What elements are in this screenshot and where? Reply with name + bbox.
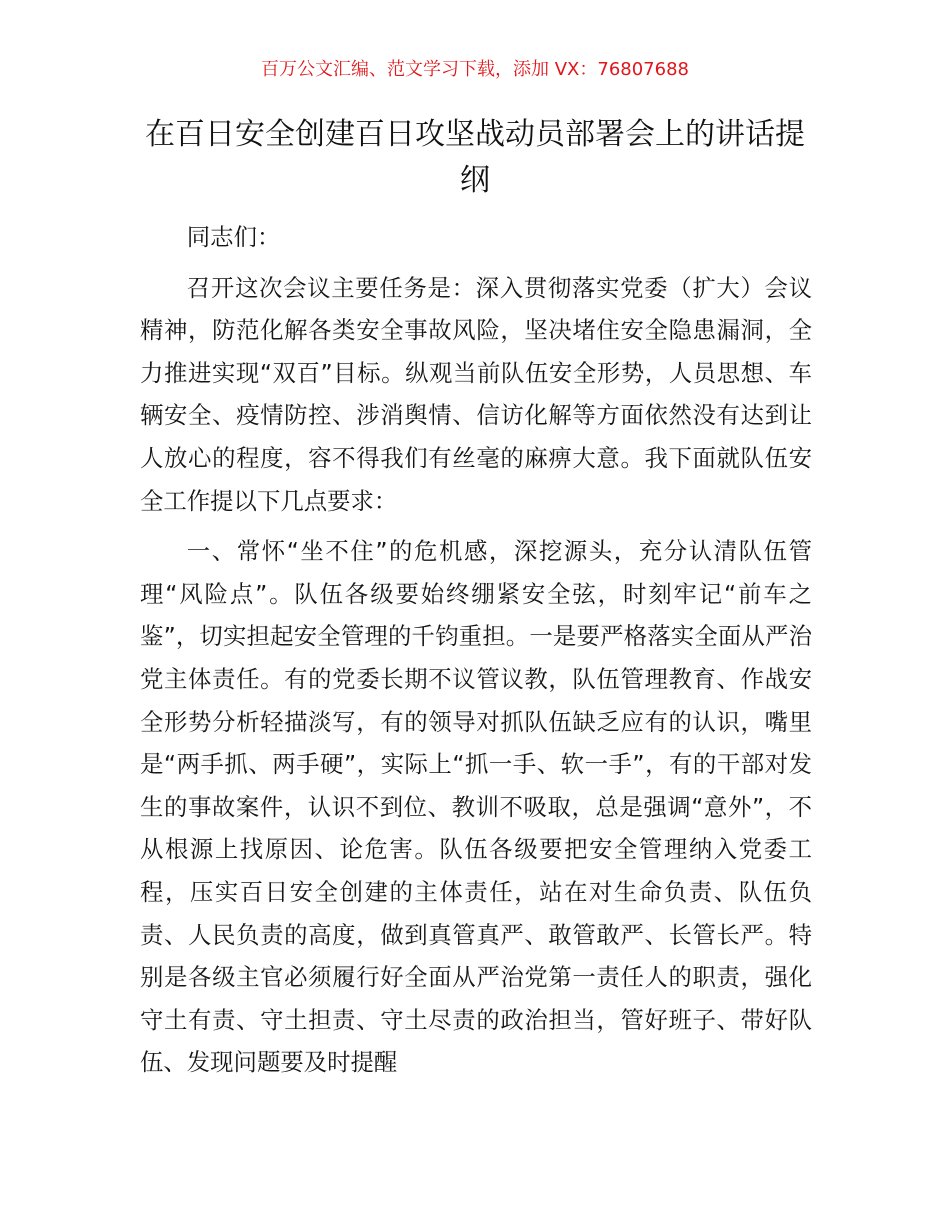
salutation: 同志们： [186, 223, 281, 251]
watermark-header: 百万公文汇编、范文学习下载，添加 VX：76807688 [261, 59, 689, 80]
document-body [140, 216, 812, 1084]
document-title: 在百日安全创建百日攻坚战动员部署会上的讲话提纲 [145, 117, 805, 198]
paragraph-intro: 召开这次会议主要任务是：深入贯彻落实党委（扩大）会议精神，防范化解各类安全事故风险，坚决堵住安全隐患漏洞，全力推进实现“双百”目标。纵观当前队伍安全形势，人员思想、车辆安全、疫情防控、涉消舆情、信访化解等方面依然没有达到让人放心的程度，容不得我们有丝毫的麻痹大意。我下面就队伍安全工作提以下几点要求： [140, 273, 812, 515]
paragraph-section-one: 一、常怀“坐不住”的危机感，深挖源头，充分认清队伍管理“风险点”。队伍各级要始终绷紧安全弦，时刻牢记“前车之鉴”，切实担起安全管理的千钧重担。一是要严格落实全面从严治党主体责任。有的党委长期不议管议教，队伍管理教育、作战安全形势分析轻描淡写，有的领导对抓队伍缺乏应有的认识，嘴里是“两手抓、两手硬”，实际上“抓一手、软一手”，有的干部对发生的事故案件，认识不到位、教训不吸取，总是强调“意外”，不从根源上找原因、论危害。队伍各级要把安全管理纳入党委工程，压实百日安全创建的主体责任，站在对生命负责、队伍负责、人民负责的高度，做到真管真严、敢管敢严、长管长严。特别是各级主官必须履行好全面从严治党第一责任人的职责，强化守土有责、守土担责、守土尽责的政治担当，管好班子、带好队伍、发现问题要及时提醒 [140, 537, 812, 1077]
